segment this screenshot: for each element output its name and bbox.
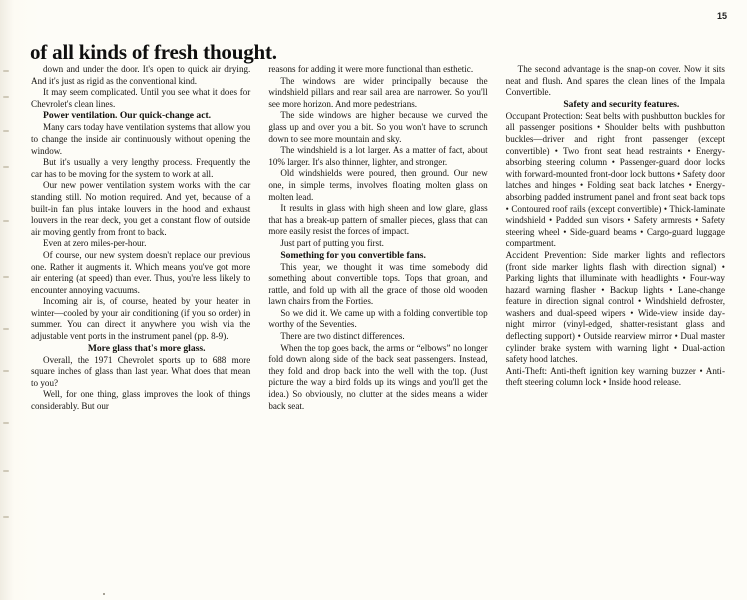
page-ink-mark: [103, 593, 105, 595]
body-paragraph: Overall, the 1971 Chevrolet sports up to 688 more square inches of glass than last year. What does that mean to you?: [31, 354, 251, 388]
text-column-right: [506, 64, 725, 592]
body-paragraph: It results in glass with high sheen and low glare, glass that has a break-up pattern of smaller pieces, glass that can more easily resist the forces of impact.: [268, 203, 488, 237]
body-paragraph: Anti-Theft: Anti-theft ignition key warning buzzer • Anti-theft steering column lock • Inside hood release.: [505, 365, 725, 388]
page-spine-marks: [3, 70, 11, 540]
section-subheading: Something for you convertible fans.: [280, 249, 426, 261]
body-paragraph: The side windows are higher because we curved the glass up and over you a bit. So you won't have to scrunch down to see more mountain and sky.: [268, 110, 488, 144]
body-paragraph: Incoming air is, of course, heated by your heater in winter—cooled by your air conditioning (if you so order) in summer. You can direct it anywhere you wish via the adjustable vent ports in the instrument panel (pp. 8-9).: [31, 296, 251, 342]
page-headline: of all kinds of fresh thought.: [30, 40, 277, 65]
body-paragraph: It may seem complicated. Until you see what it does for Chevrolet's clean lines.: [31, 87, 251, 109]
body-paragraph: Just part of putting you first.: [280, 237, 384, 248]
body-paragraph: Our new power ventilation system works with the car standing still. No motion required. And yet, because of a built-in fan plus intake louvers in the hood and exhaust louvers in the rear deck, you get a constant flow of outside air moving gently from front to back.: [31, 180, 251, 237]
section-subheading: More glass that's more glass.: [87, 342, 206, 354]
body-paragraph: Accident Prevention: Side marker lights and reflectors (front side marker lights flash with direction signal) • Parking lights that illuminate with headlights • Four-way hazard warning flasher • Backup lights • Lane-change feature in direction signal control • Windshield defroster, washers and dual-speed wipers • Wide-view inside day-night mirror (vinyl-edged, shatter-resistant glass and deflecting support) • Outside rearview mirror • Dual master cylinder brake system with warning light • Dual-action safety hood latches.: [505, 249, 725, 365]
body-paragraph: reasons for adding it were more functional than esthetic.: [268, 64, 474, 74]
body-paragraph: Old windshields were poured, then ground. Our new one, in simple terms, involves floating molten glass on molten lead.: [268, 168, 488, 202]
body-paragraph: Many cars today have ventilation systems that allow you to change the inside air continuously without opening the window.: [31, 122, 251, 156]
text-column-center: [268, 64, 487, 592]
body-paragraph: Well, for one thing, glass improves the look of things considerably. But our: [31, 389, 251, 412]
page-number: 15: [716, 11, 727, 21]
body-paragraph: down and under the door. It's open to quick air drying. And it's just as rigid as the conventional kind.: [31, 64, 251, 86]
body-paragraph: This year, we thought it was time somebody did something about convertible tops. Tops that groan, and rattle, and fold up with all the grace of those old wooden lawn chairs from the Forties.: [268, 261, 488, 307]
body-paragraph: The second advantage is the snap-on cover. Now it sits neat and flush. And spares the clean lines of the Impala Convertible.: [505, 64, 725, 98]
text-column-left: [31, 64, 250, 592]
body-paragraph: Occupant Protection: Seat belts with pushbutton buckles for all passenger positions • Shoulder belts with pushbutton buckles—driver and right front passenger (except convertible) • Two front seat head restraints • Energy-absorbing steering column • Passenger-guard door locks with forward-mounted front-door lock buttons • Safety door latches and hinges • Folding seat back latches • Energy-absorbing padded instrument panel and front seat back tops • Contoured roof rails (except convertible) • Thick-laminate windshield • Padded sun visors • Safety armrests • Safety steering wheel • Side-guard beams • Cargo-guard luggage compartment.: [505, 110, 725, 249]
body-paragraph: The windshield is a lot larger. As a matter of fact, about 10% larger. It's also thinner, lighter, and stronger.: [268, 145, 488, 167]
body-paragraph: Even at zero miles-per-hour.: [43, 238, 147, 249]
body-paragraph: There are two distinct differences.: [280, 331, 405, 342]
section-subheading: Safety and security features.: [563, 98, 680, 110]
body-paragraph: When the top goes back, the arms or “elbows” no longer fold down along side of the back seat passengers. Instead, they fold and drop back into the well with the top. (Just picture the way a bird folds up its wings and you'll get the idea.) So obviously, no clutter at the sides means a wider back seat.: [268, 342, 488, 411]
body-paragraph: The windows are wider principally because the windshield pillars and rear sail area are narrower. So you'll see more horizon. And more pedestrians.: [268, 75, 488, 109]
section-subheading: Power ventilation. Our quick-change act.: [43, 110, 212, 122]
body-paragraph: Of course, our new system doesn't replace our previous one. Rather it augments it. Which means you've got more air entering (at speed) than ever. Thus, you're less likely to encounter annoying vacuums.: [31, 249, 251, 295]
body-paragraph: So we did it. We came up with a folding convertible top worthy of the Seventies.: [268, 307, 488, 330]
body-paragraph: But it's usually a very lengthy process. Frequently the car has to be moving for the system to work at all.: [31, 157, 251, 179]
article-columns: [31, 64, 725, 592]
